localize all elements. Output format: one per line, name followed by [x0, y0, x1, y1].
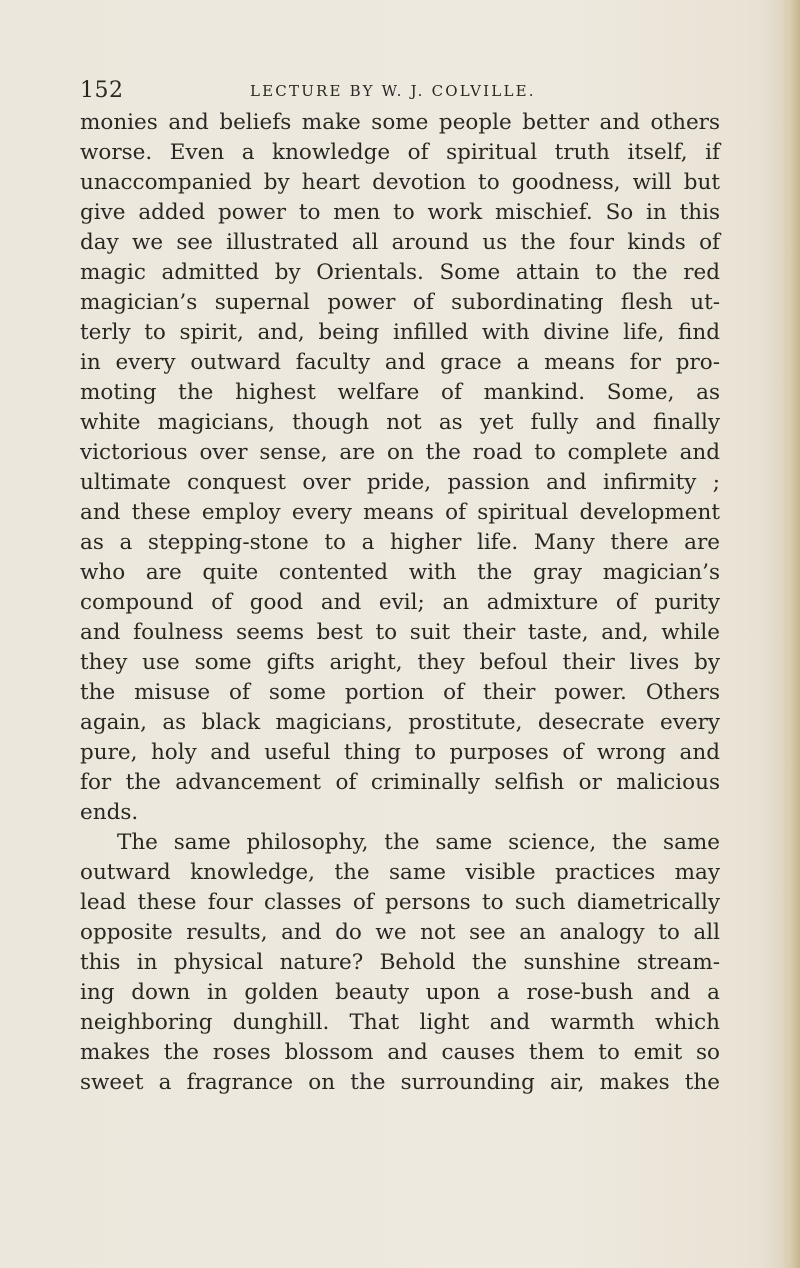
- running-head: LECTURE BY W. J. COLVILLE.: [250, 82, 536, 100]
- text-line: opposite results, and do we not see an analogy to all: [80, 920, 720, 945]
- text-line: day we see illustrated all around us the four kinds of: [80, 230, 720, 255]
- text-line: ends.: [80, 800, 139, 825]
- text-line: as a stepping-stone to a higher life. Many there are: [80, 530, 720, 555]
- text-line: and these employ every means of spiritual development: [80, 500, 720, 525]
- text-line: neighboring dunghill. That light and warmth which: [80, 1010, 720, 1035]
- text-line: outward knowledge, the same visible practices may: [80, 860, 720, 885]
- text-line: pure, holy and useful thing to purposes of wrong and: [80, 740, 720, 765]
- text-line: terly to spirit, and, being infilled with divine life, find: [80, 320, 720, 345]
- text-line: again, as black magicians, prostitute, desecrate every: [80, 710, 720, 735]
- text-line: for the advancement of criminally selfish or malicious: [80, 770, 720, 795]
- text-line: in every outward faculty and grace a means for pro-: [80, 350, 720, 375]
- text-line: sweet a fragrance on the surrounding air, makes the: [80, 1070, 720, 1095]
- text-line: ultimate conquest over pride, passion and infirmity ;: [80, 470, 720, 495]
- page-edge-shadow: [782, 0, 800, 1268]
- text-line: worse. Even a knowledge of spiritual truth itself, if: [80, 140, 720, 165]
- text-line: magic admitted by Orientals. Some attain to the red: [80, 260, 720, 285]
- text-line: they use some gifts aright, they befoul their lives by: [80, 650, 720, 675]
- text-line: moting the highest welfare of mankind. Some, as: [80, 380, 720, 405]
- text-line: magician’s supernal power of subordinating flesh ut-: [80, 290, 720, 315]
- text-line: monies and beliefs make some people better and others: [80, 110, 720, 135]
- text-line: this in physical nature? Behold the sunshine stream-: [80, 950, 720, 975]
- text-line: white magicians, though not as yet fully and finally: [80, 410, 720, 435]
- text-line: and foulness seems best to suit their taste, and, while: [80, 620, 720, 645]
- page-number: 152: [80, 78, 124, 103]
- text-line: The same philosophy, the same science, the same: [117, 830, 720, 855]
- text-line: unaccompanied by heart devotion to goodness, will but: [80, 170, 720, 195]
- page-header: [80, 78, 720, 108]
- text-line: who are quite contented with the gray magician’s: [80, 560, 720, 585]
- text-line: ing down in golden beauty upon a rose-bush and a: [80, 980, 720, 1005]
- text-line: victorious over sense, are on the road to complete and: [80, 440, 720, 465]
- text-line: lead these four classes of persons to such diametrically: [80, 890, 720, 915]
- text-line: the misuse of some portion of their power. Others: [80, 680, 720, 705]
- text-line: makes the roses blossom and causes them to emit so: [80, 1040, 720, 1065]
- text-line: give added power to men to work mischief. So in this: [80, 200, 720, 225]
- text-line: compound of good and evil; an admixture of purity: [80, 590, 720, 615]
